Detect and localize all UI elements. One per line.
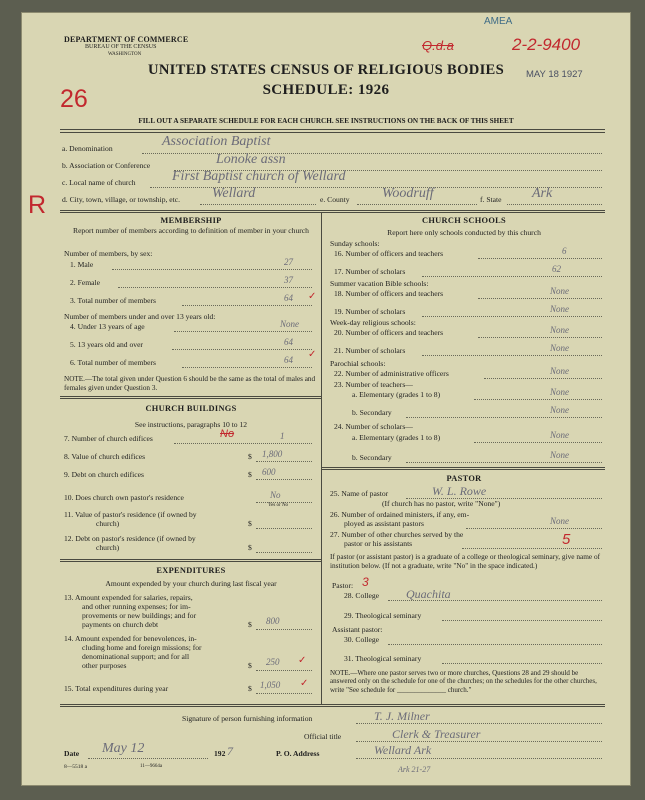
q12-dollar-sign: $ — [248, 543, 252, 552]
q20-label: 20. Number of officers and teachers — [334, 328, 444, 337]
q23b-label: b. Secondary — [352, 408, 392, 417]
po-address-label: P. O. Address — [276, 749, 320, 758]
schedule-number: 26 — [60, 85, 88, 113]
q13-label-line2: and other running expenses; for im- — [82, 602, 191, 611]
q11-dollar-sign: $ — [248, 519, 252, 528]
q21-answer: None — [550, 343, 569, 353]
membership-intro: Report number of members according to definition of member in your church — [73, 226, 309, 235]
q14-label-line4: other purposes — [82, 661, 127, 670]
q27-answer: 5 — [562, 531, 571, 548]
membership-note: NOTE.—The total given under Question 6 should be the same as the total of males and females given under Question 3. — [64, 375, 316, 392]
q18-answer: None — [550, 286, 569, 296]
q23-label: 23. Number of teachers— — [334, 380, 413, 389]
q1-answer: 27 — [284, 257, 293, 267]
q14-answer: 250 — [266, 657, 280, 667]
county-label: e. County — [320, 195, 350, 204]
q16-label: 16. Number of officers and teachers — [334, 249, 444, 258]
county-value: Woodruff — [382, 186, 434, 201]
age-intro-label: Number of members under and over 13 years old: — [64, 312, 216, 321]
q24a-answer: None — [550, 430, 569, 440]
q17-label: 17. Number of scholars — [334, 267, 406, 276]
year-digit: 7 — [227, 744, 233, 758]
graduate-note: If pastor (or assistant pastor) is a graduate of a college or theological seminary, give name of institution below. (If not a graduate, write "No" in the space indicated.) — [330, 552, 601, 570]
expenditures-intro: Amount expended by your church during last fiscal year — [105, 579, 277, 588]
q9-label: 9. Debt on church edifices — [64, 470, 144, 479]
q26-answer: None — [550, 516, 569, 526]
q28-label: 28. College — [344, 591, 380, 600]
q5-label: 5. 13 years old and over — [70, 340, 143, 349]
q24a-label: a. Elementary (grades 1 to 8) — [352, 433, 441, 442]
q11-label-line1: 11. Value of pastor's residence (if owned by — [64, 510, 197, 519]
local-name-label: c. Local name of church — [62, 178, 136, 187]
q10-answer: No — [270, 490, 281, 500]
official-title-label: Official title — [304, 732, 342, 741]
red-mark-r: R — [28, 191, 47, 219]
q11-label-line2: church) — [96, 519, 120, 528]
q27-label-line1: 27. Number of other churches served by the — [330, 530, 464, 539]
yes-no-hint: Yes or No — [268, 503, 289, 508]
summer-schools-label: Summer vacation Bible schools: — [330, 279, 429, 288]
q15-dollar-sign: $ — [248, 684, 252, 693]
q12-label-line1: 12. Debt on pastor's residence (if owned by — [64, 534, 196, 543]
q18-label: 18. Number of officers and teachers — [334, 289, 444, 298]
association-value: Lonoke assn — [216, 152, 286, 167]
date-value: May 12 — [102, 741, 145, 756]
q7-answer: 1 — [280, 431, 285, 441]
membership-heading: MEMBERSHIP — [160, 216, 222, 225]
weekday-schools-label: Week-day religious schools: — [330, 318, 416, 327]
pastor-red-mark: 3 — [362, 575, 369, 589]
q24b-answer: None — [550, 450, 569, 460]
sunday-schools-label: Sunday schools: — [330, 239, 380, 248]
official-title-value: Clerk & Treasurer — [392, 727, 481, 741]
q25-note: (If church has no pastor, write "None") — [382, 499, 501, 508]
q26-label-line2: ployed as assistant pastors — [344, 519, 424, 528]
q23b-answer: None — [550, 405, 569, 415]
local-name-value: First Baptist church of Wellard — [172, 169, 346, 184]
q13-label-line3: provements or new buildings; and for — [82, 611, 197, 620]
q14-label-line1: 14. Amount expended for benevolences, in- — [64, 634, 197, 643]
q1-label: 1. Male — [70, 260, 94, 269]
members-by-sex-label: Number of members, by sex: — [64, 249, 153, 258]
q6-label: 6. Total number of members — [70, 358, 157, 367]
q20-answer: None — [550, 325, 569, 335]
q13-answer: 800 — [266, 616, 280, 626]
schools-heading: CHURCH SCHOOLS — [421, 216, 506, 225]
q2-label: 2. Female — [70, 278, 100, 287]
q25-label: 25. Name of pastor — [330, 489, 389, 498]
q3-answer: 64 — [284, 293, 293, 303]
amea-stamp: AMEA — [484, 16, 513, 27]
print-number: 11—9664a — [140, 764, 163, 769]
form-subtitle: SCHEDULE: 1926 — [262, 82, 390, 98]
q28-answer: Quachita — [406, 587, 451, 601]
q30-label: 30. College — [344, 635, 380, 644]
buildings-intro: See instructions, paragraphs 10 to 12 — [134, 420, 248, 429]
denomination-value: Association Baptist — [162, 134, 271, 149]
q3-checkmark-icon: ✓ — [308, 291, 317, 302]
pastor-subheading: Pastor: — [332, 581, 354, 590]
q7-struck-entry: No — [220, 428, 235, 440]
q6-checkmark-icon: ✓ — [308, 349, 317, 360]
city-value: Wellard — [212, 186, 256, 201]
q8-answer: 1,800 — [262, 449, 283, 459]
q21-label: 21. Number of scholars — [334, 346, 406, 355]
q19-label: 19. Number of scholars — [334, 307, 406, 316]
q25-answer: W. L. Rowe — [432, 484, 487, 498]
q16-answer: 6 — [562, 246, 567, 256]
dept-line-3: WASHINGTON — [108, 52, 142, 57]
q26-label-line1: 26. Number of ordained ministers, if any, em- — [330, 510, 470, 519]
q10-label: 10. Does church own pastor's residence — [64, 493, 184, 502]
assistant-pastor-subheading: Assistant pastor: — [332, 625, 383, 634]
q29-label: 29. Theological seminary — [344, 611, 422, 620]
q3-label: 3. Total number of members — [70, 296, 157, 305]
q22-answer: None — [550, 366, 569, 376]
pastor-heading: PASTOR — [446, 474, 482, 483]
q6-answer: 64 — [284, 355, 293, 365]
buildings-heading: CHURCH BUILDINGS — [145, 404, 237, 413]
q15-checkmark-icon: ✓ — [300, 678, 309, 689]
q13-label-line4: payments on church debt — [82, 620, 159, 629]
census-schedule-sheet — [22, 13, 630, 785]
form-number: 8—5518 a — [64, 764, 88, 770]
state-label: f. State — [480, 195, 502, 204]
q7-label: 7. Number of church edifices — [64, 434, 153, 443]
city-label: d. City, town, village, or township, etc. — [62, 195, 181, 204]
expenditures-heading: EXPENDITURES — [156, 566, 226, 575]
q8-dollar-sign: $ — [248, 452, 252, 461]
bottom-pencil-note: Ark 21-27 — [398, 765, 431, 774]
struck-code: Q.d.a — [422, 38, 454, 53]
q8-label: 8. Value of church edifices — [64, 452, 146, 461]
q13-dollar-sign: $ — [248, 620, 252, 629]
po-address-value: Wellard Ark — [374, 743, 432, 757]
q9-answer: 600 — [262, 467, 276, 477]
q24b-label: b. Secondary — [352, 453, 392, 462]
received-date-stamp: MAY 18 1927 — [526, 69, 583, 80]
parochial-schools-label: Parochial schools: — [330, 359, 386, 368]
q14-label-line3: denominational support; and for all — [82, 652, 190, 661]
q4-answer: None — [280, 319, 299, 329]
q14-checkmark-icon: ✓ — [298, 655, 307, 666]
q17-answer: 62 — [552, 264, 561, 274]
q5-answer: 64 — [284, 337, 293, 347]
q23a-answer: None — [550, 387, 569, 397]
q15-label: 15. Total expenditures during year — [64, 684, 169, 693]
q23a-label: a. Elementary (grades 1 to 8) — [352, 390, 441, 399]
dept-line-2: BUREAU OF THE CENSUS — [85, 44, 157, 50]
q15-answer: 1,050 — [260, 680, 281, 690]
q9-dollar-sign: $ — [248, 470, 252, 479]
q14-label-line2: cluding home and foreign missions; for — [82, 643, 202, 652]
association-label: b. Association or Conference — [62, 161, 151, 170]
q22-label: 22. Number of administrative officers — [334, 369, 449, 378]
q14-dollar-sign: $ — [248, 661, 252, 670]
q2-answer: 37 — [284, 275, 293, 285]
q13-label-line1: 13. Amount expended for salaries, repairs, — [64, 593, 193, 602]
handwritten-code: 2-2-9400 — [512, 35, 581, 54]
state-value: Ark — [532, 186, 553, 201]
year-prefix: 192 — [214, 749, 226, 758]
schools-intro: Report here only schools conducted by this church — [387, 228, 541, 237]
signature-value: T. J. Milner — [374, 709, 430, 723]
denomination-label: a. Denomination — [62, 144, 113, 153]
pastor-note: NOTE.—Where one pastor serves two or more churches, Questions 28 and 29 should be answered only on the schedule for one of the churches; on the schedules for the other churches, write "See schedule for ______________ church." — [330, 669, 597, 694]
form-title: UNITED STATES CENSUS OF RELIGIOUS BODIES — [148, 62, 504, 78]
q27-label-line2: pastor or his assistants — [344, 539, 413, 548]
q31-label: 31. Theological seminary — [344, 654, 422, 663]
form-instruction: FILL OUT A SEPARATE SCHEDULE FOR EACH CHURCH. SEE INSTRUCTIONS ON THE BACK OF THIS SHEET — [138, 117, 514, 125]
dept-line-1: DEPARTMENT OF COMMERCE — [64, 35, 189, 44]
q24-label: 24. Number of scholars— — [334, 422, 413, 431]
q4-label: 4. Under 13 years of age — [70, 322, 145, 331]
signature-label: Signature of person furnishing information — [182, 714, 313, 723]
q19-answer: None — [550, 304, 569, 314]
q12-label-line2: church) — [96, 543, 120, 552]
date-label: Date — [64, 749, 80, 758]
